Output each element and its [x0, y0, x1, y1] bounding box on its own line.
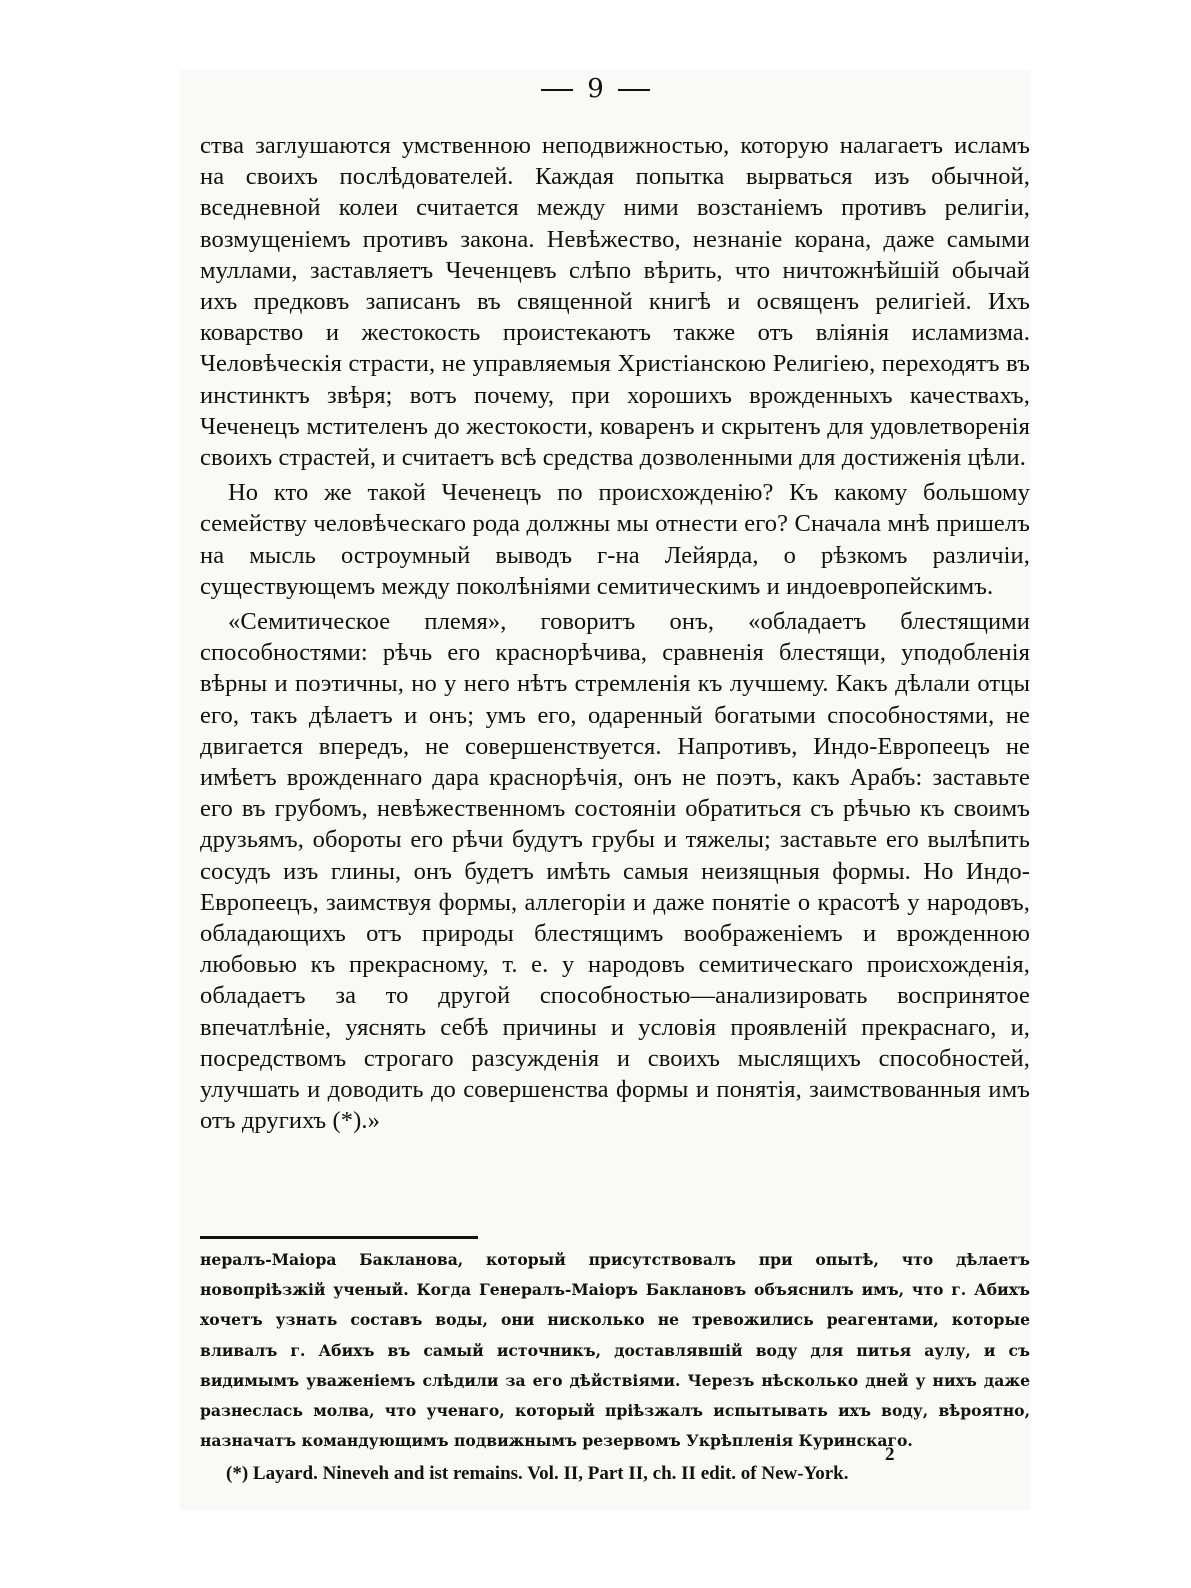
paragraph-origin-question: Но кто же такой Чеченецъ по происхожденію? Къ какому большому семейству человѣческаго рода должны мы отнести его? Сначала мнѣ пришелъ на мысль остроумный выводъ г-на Лейярда, о рѣзкомъ различіи, существующемъ между поколѣніями семитическимъ и индоевропейскимъ. — [200, 479, 1030, 600]
page-number-value: 9 — [587, 74, 604, 104]
page-number-dash-right — [618, 89, 650, 91]
page-number-dash-left — [541, 89, 573, 91]
body-text — [200, 130, 1030, 1137]
footnote-continuation: нералъ-Маіора Бакланова, который присутствовалъ при опытѣ, что дѣлаетъ новопріѣзжій ученый. Когда Генералъ-Маіоръ Баклановъ объяснилъ имъ, что г. Абихъ хочетъ узнать составъ воды, они нисколько не тревожились реагентами, которые вливалъ г. Абихъ въ самый источникъ, доставлявшій воду для питья аулу, и съ видимымъ уваженіемъ слѣдили за его дѣйствіями. Черезъ нѣсколько дней у нихъ даже разнеслась молва, что ученаго, который пріѣзжалъ испытывать ихъ воду, вѣроятно, назначатъ командующимъ подвижнымъ резервомъ Укрѣпленія Куринскаго. — [200, 1250, 1030, 1451]
paragraph-continuation: ства заглушаются умственною неподвижностью, которую налагаетъ исламъ на своихъ послѣдователей. Каждая попытка вырваться изъ обычной, вседневной колеи считается между ними возстаніемъ противъ религіи, возмущеніемъ противъ закона. Невѣжество, незнаніе корана, даже самыми муллами, заставляетъ Чеченцевъ слѣпо вѣрить, что ничтожнѣйшій обычай ихъ предковъ записанъ въ священной книгѣ и освященъ религіей. Ихъ коварство и жестокость проистекаютъ также отъ вліянія исламизма. Человѣческія страсти, не управляемыя Христіанскою Религіею, переходятъ въ инстинктъ звѣря; вотъ почему, при хорошихъ врожденныхъ качествахъ, Чеченецъ мстителенъ до жестокости, коваренъ и скрытенъ для удовлетворенія своихъ страстей, и считаетъ всѣ средства дозволенными для достиженія цѣли. — [200, 132, 1030, 472]
footnote-reference: (*) Layard. Nineveh and ist remains. Vol. II, Part II, ch. II edit. of New-York. — [226, 1463, 849, 1485]
footnotes — [200, 1245, 1030, 1490]
footnote-separator — [200, 1236, 478, 1239]
signature-mark: 2 — [885, 1444, 895, 1465]
page-number — [0, 74, 1191, 104]
paragraph-layard-quote: «Семитическое племя», говоритъ онъ, «обладаетъ блестящими способностями: рѣчь его краснорѣчива, сравненія блестящи, уподобленія вѣрны и поэтичны, но у него нѣтъ стремленія къ лучшему. Какъ дѣлали отцы его, такъ дѣлаетъ и онъ; умъ его, одаренный богатыми способностями, не двигается впередъ, не совершенствуется. Напротивъ, Индо-Европеецъ не имѣетъ врожденнаго дара краснорѣчія, онъ не поэтъ, какъ Арабъ: заставьте его въ грубомъ, невѣжественномъ состояніи обратиться съ рѣчью къ своимъ друзьямъ, обороты его рѣчи будутъ грубы и тяжелы; заставьте его вылѣпить сосудъ изъ глины, онъ будетъ имѣть самыя неизящныя формы. Но Индо-Европеецъ, заимствуя формы, аллегоріи и даже понятіе о красотѣ у народовъ, обладающихъ отъ природы блестящимъ воображеніемъ и врожденною любовью къ прекрасному, т. е. у народовъ семитическаго происхожденія, обладаетъ за то другой способностью—анализировать воспринятое впечатлѣніе, уяснять себѣ причины и условія проявленій прекраснаго, и, посредствомъ строгаго разсужденія и своихъ мыслящихъ способностей, улучшать и доводить до совершенства формы и понятія, заимствованныя имъ отъ другихъ (*).» — [200, 608, 1030, 1135]
